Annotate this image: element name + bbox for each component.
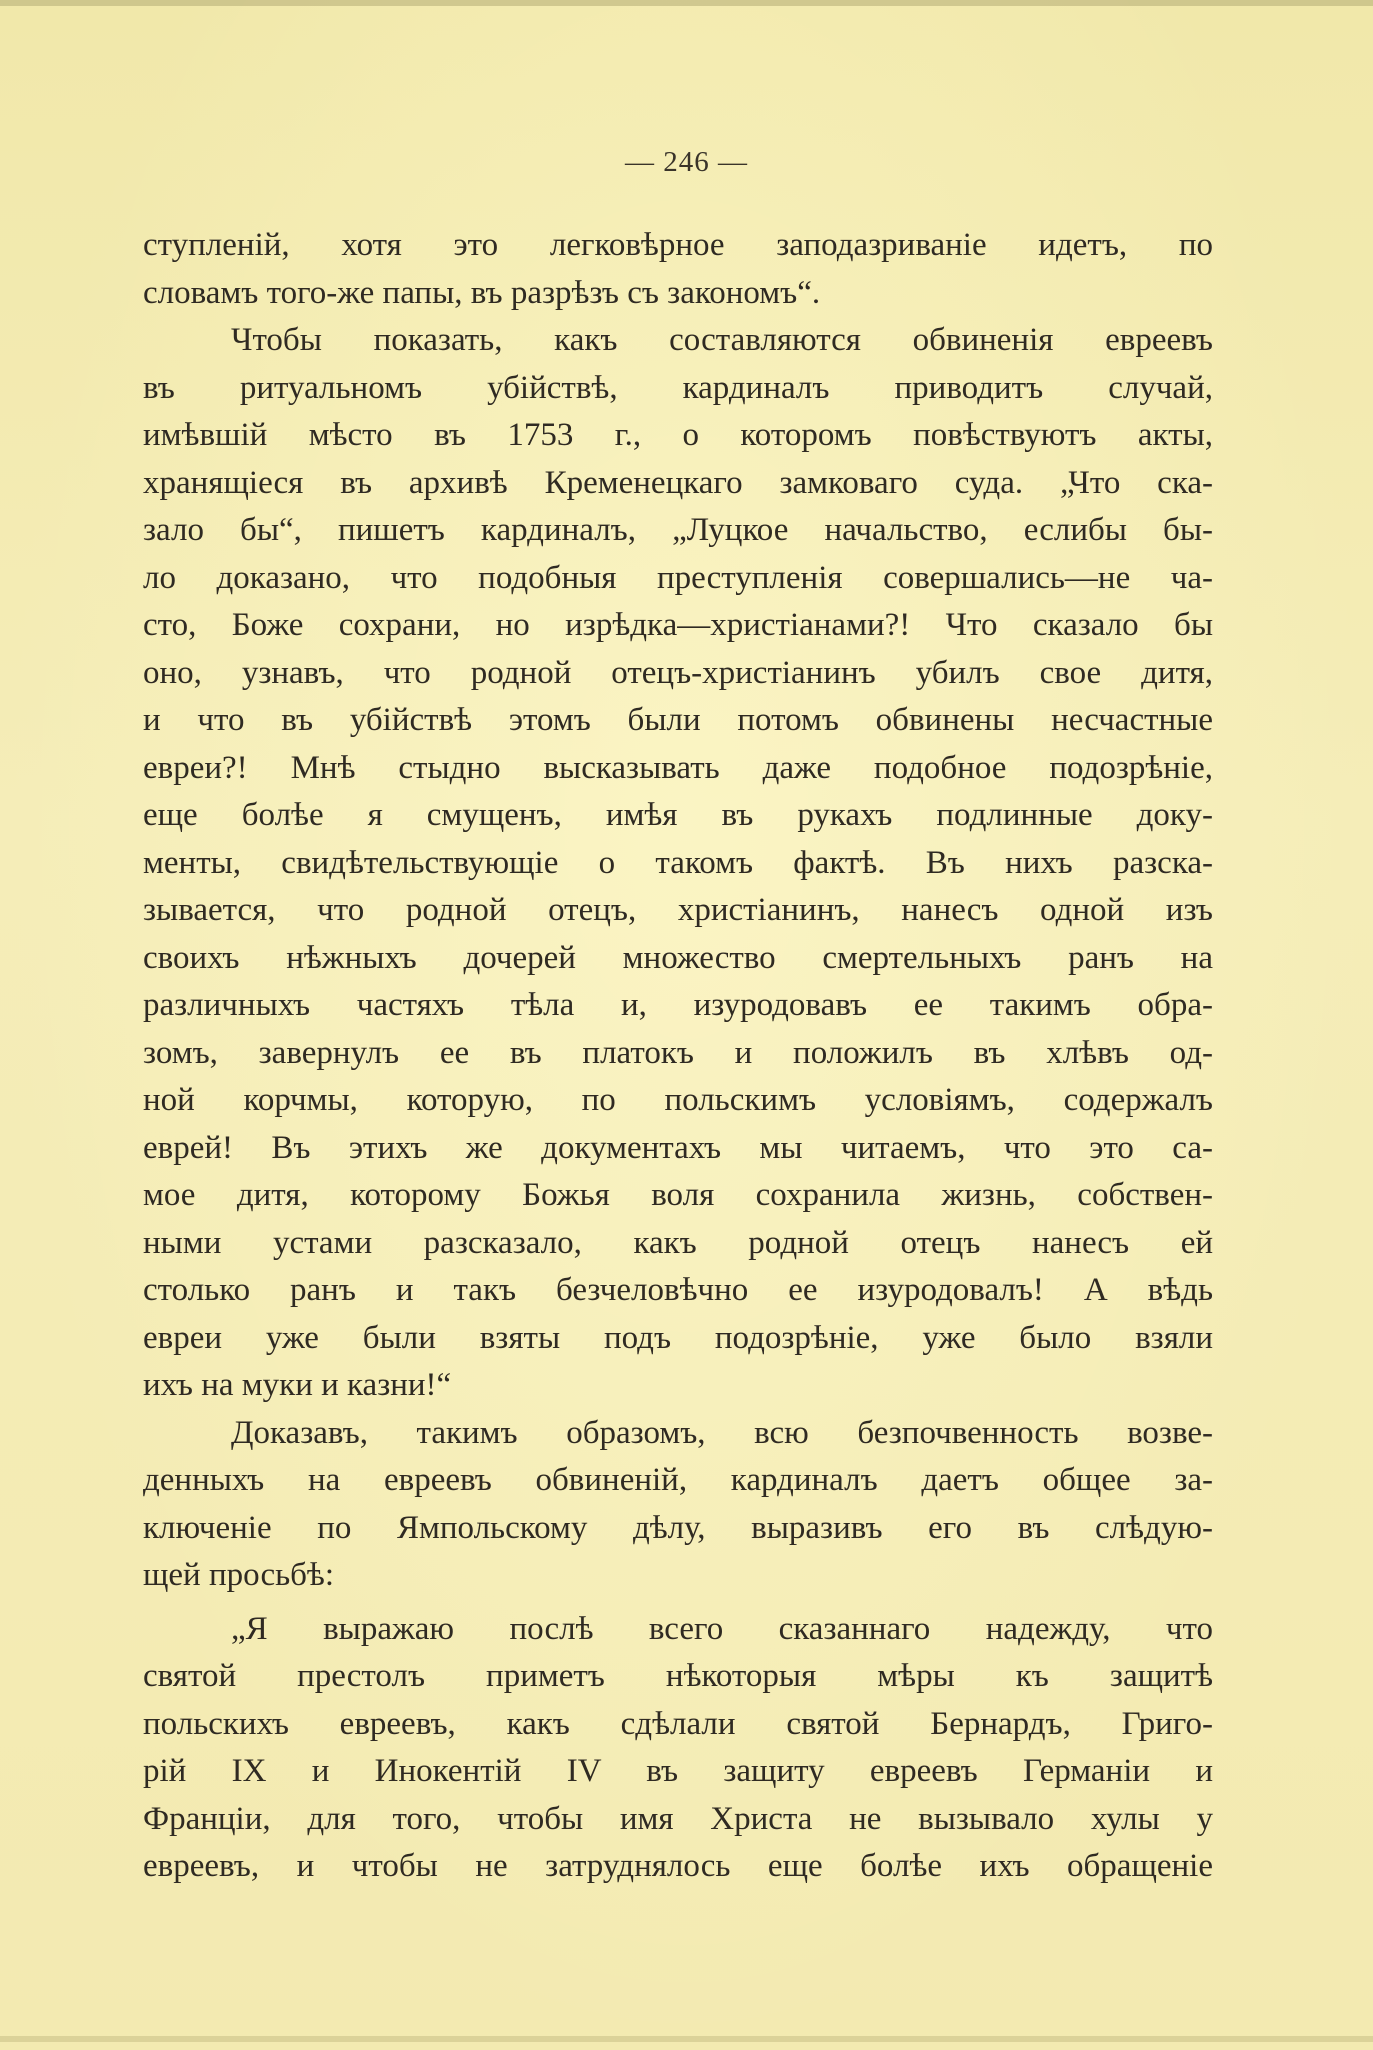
- text-line: въ ритуальномъ убійствѣ, кардиналъ приводитъ случай,: [143, 369, 1213, 406]
- text-line: Франціи, для того, чтобы имя Христа не вызывало хулы у: [143, 1800, 1213, 1837]
- text-line: мое дитя, которому Божья воля сохранила жизнь, собствен-: [143, 1177, 1213, 1213]
- text-line: Доказавъ, такимъ образомъ, всю безпочвенность возве-: [231, 1414, 1213, 1451]
- text-line: словамъ того-же папы, въ разрѣзъ съ закономъ“.: [143, 274, 821, 311]
- text-line: еврей! Въ этихъ же документахъ мы читаемъ, что это са-: [143, 1129, 1213, 1166]
- text-line: евреи?! Мнѣ стыдно высказывать даже подобное подозрѣніе,: [143, 749, 1213, 786]
- paragraph-3: [143, 1410, 1213, 1600]
- paragraph-4: [143, 1606, 1213, 1891]
- text-line: менты, свидѣтельствующіе о такомъ фактѣ. Въ нихъ разска-: [143, 844, 1213, 881]
- text-line: „Я выражаю послѣ всего сказаннаго надежду, что: [231, 1610, 1213, 1647]
- text-line: ступленій, хотя это легковѣрное заподазриваніе идетъ, по: [143, 227, 1213, 263]
- text-line: Чтобы показать, какъ составляются обвиненія евреевъ: [231, 322, 1213, 358]
- text-line: имѣвшій мѣсто въ 1753 г., о которомъ повѣствуютъ акты,: [143, 417, 1213, 453]
- text-line: столько ранъ и такъ безчеловѣчно ее изуродовалъ! А вѣдь: [143, 1272, 1213, 1308]
- paragraph-2: [143, 317, 1213, 1410]
- text-line: зывается, что родной отецъ, христіанинъ, нанесъ одной изъ: [143, 892, 1213, 928]
- text-line: ключеніе по Ямпольскому дѣлу, выразивъ его въ слѣдую-: [143, 1509, 1213, 1546]
- text-line: зомъ, завернулъ ее въ платокъ и положилъ въ хлѣвъ од-: [143, 1034, 1213, 1071]
- body-text: [143, 222, 1213, 1891]
- text-line: зало бы“, пишетъ кардиналъ, „Луцкое начальство, еслибы бы-: [143, 512, 1213, 548]
- page-number: — 246 —: [625, 146, 748, 178]
- text-line: евреи уже были взяты подъ подозрѣніе, уже было взяли: [143, 1319, 1213, 1356]
- text-line: рій IX и Инокентій IV въ защиту евреевъ Германіи и: [143, 1753, 1213, 1789]
- text-line: своихъ нѣжныхъ дочерей множество смертельныхъ ранъ на: [143, 939, 1213, 976]
- text-line: ихъ на муки и казни!“: [143, 1367, 452, 1403]
- text-line: оно, узнавъ, что родной отецъ-христіанинъ убилъ свое дитя,: [143, 654, 1213, 691]
- text-line: денныхъ на евреевъ обвиненій, кардиналъ даетъ общее за-: [143, 1462, 1213, 1498]
- page-top-edge: [0, 0, 1373, 6]
- text-line: ло доказано, что подобныя преступленія совершались—не ча-: [143, 559, 1213, 596]
- text-line: и что въ убійствѣ этомъ были потомъ обвинены несчастные: [143, 702, 1213, 738]
- text-line: хранящіеся въ архивѣ Кременецкаго замковаго суда. „Что ска-: [143, 464, 1213, 501]
- paragraph-1: [143, 222, 1213, 317]
- text-line: щей просьбѣ:: [143, 1557, 335, 1593]
- page-bottom-edge: [0, 2036, 1373, 2042]
- text-line: еще болѣе я смущенъ, имѣя въ рукахъ подлинные доку-: [143, 797, 1213, 833]
- text-line: ной корчмы, которую, по польскимъ условіямъ, содержалъ: [143, 1082, 1213, 1118]
- text-line: польскихъ евреевъ, какъ сдѣлали святой Бернардъ, Григо-: [143, 1705, 1213, 1742]
- text-line: сто, Боже сохрани, но изрѣдка—христіанами?! Что сказало бы: [143, 607, 1213, 643]
- text-line: различныхъ частяхъ тѣла и, изуродовавъ ее такимъ обра-: [143, 987, 1213, 1023]
- text-line: ными устами разсказало, какъ родной отецъ нанесъ ей: [143, 1224, 1213, 1261]
- text-line: евреевъ, и чтобы не затруднялось еще болѣе ихъ обращеніе: [143, 1848, 1213, 1884]
- text-line: святой престолъ приметъ нѣкоторыя мѣры къ защитѣ: [143, 1658, 1213, 1694]
